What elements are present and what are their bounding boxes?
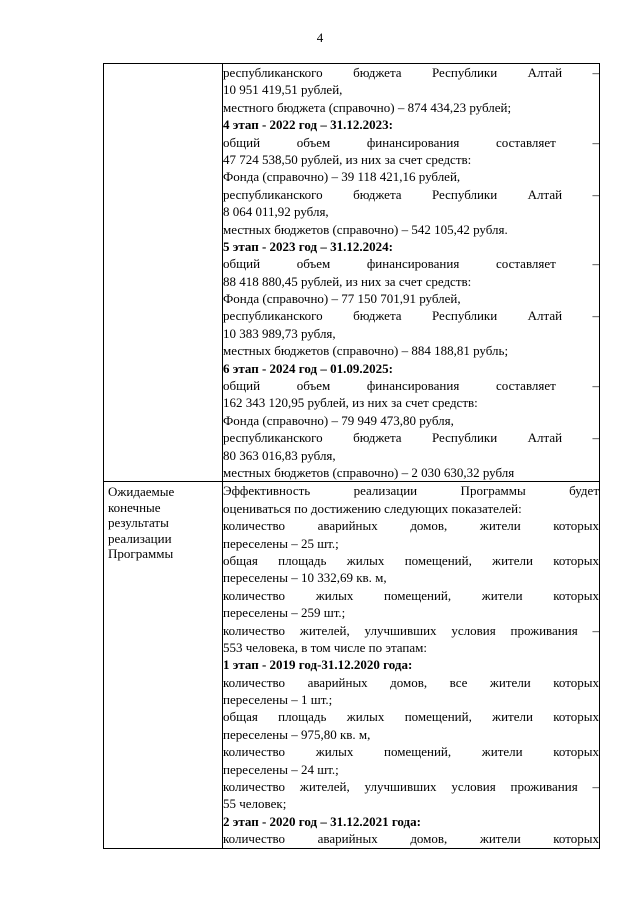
text-line: общий объем финансирования составляет –	[223, 134, 599, 150]
text-line: 162 343 120,95 рублей, из них за счет средств:	[223, 395, 478, 411]
text-line: 47 724 538,50 рублей, из них за счет средств:	[223, 151, 472, 167]
label-line: конечные	[108, 499, 161, 515]
results-label	[104, 482, 222, 564]
text-line: переселены – 25 шт.;	[223, 535, 339, 551]
text-line: республиканского бюджета Республики Алтай –	[223, 308, 599, 324]
program-passport-table	[103, 63, 600, 849]
text-line: переселены – 1 шт.;	[223, 692, 333, 708]
results-text-cell	[223, 482, 600, 848]
label-line: реализации	[108, 530, 172, 546]
stage-heading: 2 этап - 2020 год – 31.12.2021 года:	[223, 813, 421, 829]
text-line: количество жителей, улучшивших условия проживания –	[223, 622, 599, 638]
text-line: местных бюджетов (справочно) – 884 188,81 рубль;	[223, 343, 509, 359]
text-line: переселены – 259 шт.;	[223, 605, 346, 621]
text-line: Эффективность реализации Программы будет	[223, 483, 599, 499]
funding-row	[104, 64, 600, 482]
text-line: 553 человека, в том числе по этапам:	[223, 639, 427, 655]
results-label-cell	[104, 482, 223, 848]
funding-text-cell	[223, 64, 600, 482]
text-line: местного бюджета (справочно) – 874 434,23 рублей;	[223, 99, 512, 115]
text-line: Фонда (справочно) – 39 118 421,16 рублей,	[223, 169, 461, 185]
text-line: 88 418 880,45 рублей, из них за счет средств:	[223, 273, 472, 289]
text-line: Фонда (справочно) – 79 949 473,80 рубля,	[223, 412, 454, 428]
label-line: Программы	[108, 546, 174, 562]
label-line: Ожидаемые	[108, 484, 175, 500]
text-line: республиканского бюджета Республики Алтай –	[223, 186, 599, 202]
text-line: количество жилых помещений, жители которых	[223, 744, 599, 760]
results-row	[104, 482, 600, 848]
text-line: переселены – 975,80 кв. м,	[223, 726, 371, 742]
page-number: 4	[316, 30, 324, 45]
text-line: 80 363 016,83 рубля,	[223, 447, 336, 463]
text-line: республиканского бюджета Республики Алтай –	[223, 65, 599, 80]
text-line: местных бюджетов (справочно) – 2 030 630,32 рубля	[223, 464, 515, 480]
text-line: переселены – 10 332,69 кв. м,	[223, 570, 387, 586]
text-line: количество жителей, улучшивших условия проживания –	[223, 779, 599, 795]
text-line: количество аварийных домов, все жители которых	[223, 674, 599, 690]
text-line: местных бюджетов (справочно) – 542 105,42 рубля.	[223, 221, 508, 237]
text-line: общий объем финансирования составляет –	[223, 378, 599, 394]
text-line: оцениваться по достижению следующих показателей:	[223, 500, 522, 516]
results-lines	[223, 482, 599, 847]
label-line: результаты	[108, 515, 169, 531]
text-line: Фонда (справочно) – 77 150 701,91 рублей,	[223, 291, 461, 307]
text-line: количество аварийных домов, жители которых	[223, 518, 599, 534]
text-line: 10 951 419,51 рублей,	[223, 82, 343, 98]
text-line: 10 383 989,73 рубля,	[223, 325, 336, 341]
text-line: количество аварийных домов, жители которых	[223, 831, 599, 847]
text-line: 8 064 011,92 рубля,	[223, 204, 329, 220]
funding-label-cell	[104, 64, 223, 482]
text-line: республиканского бюджета Республики Алтай –	[223, 430, 599, 446]
text-line: 55 человек;	[223, 796, 287, 812]
stage-heading: 5 этап - 2023 год – 31.12.2024:	[223, 238, 393, 254]
text-line: общая площадь жилых помещений, жители которых	[223, 709, 599, 725]
stage-heading: 4 этап - 2022 год – 31.12.2023:	[223, 117, 393, 133]
text-line: переселены – 24 шт.;	[223, 761, 339, 777]
funding-lines	[223, 64, 599, 481]
text-line: общий объем финансирования составляет –	[223, 256, 599, 272]
stage-heading: 6 этап - 2024 год – 01.09.2025:	[223, 360, 393, 376]
text-line: общая площадь жилых помещений, жители которых	[223, 552, 599, 568]
stage-heading: 1 этап - 2019 год-31.12.2020 года:	[223, 657, 413, 673]
text-line: количество жилых помещений, жители которых	[223, 587, 599, 603]
